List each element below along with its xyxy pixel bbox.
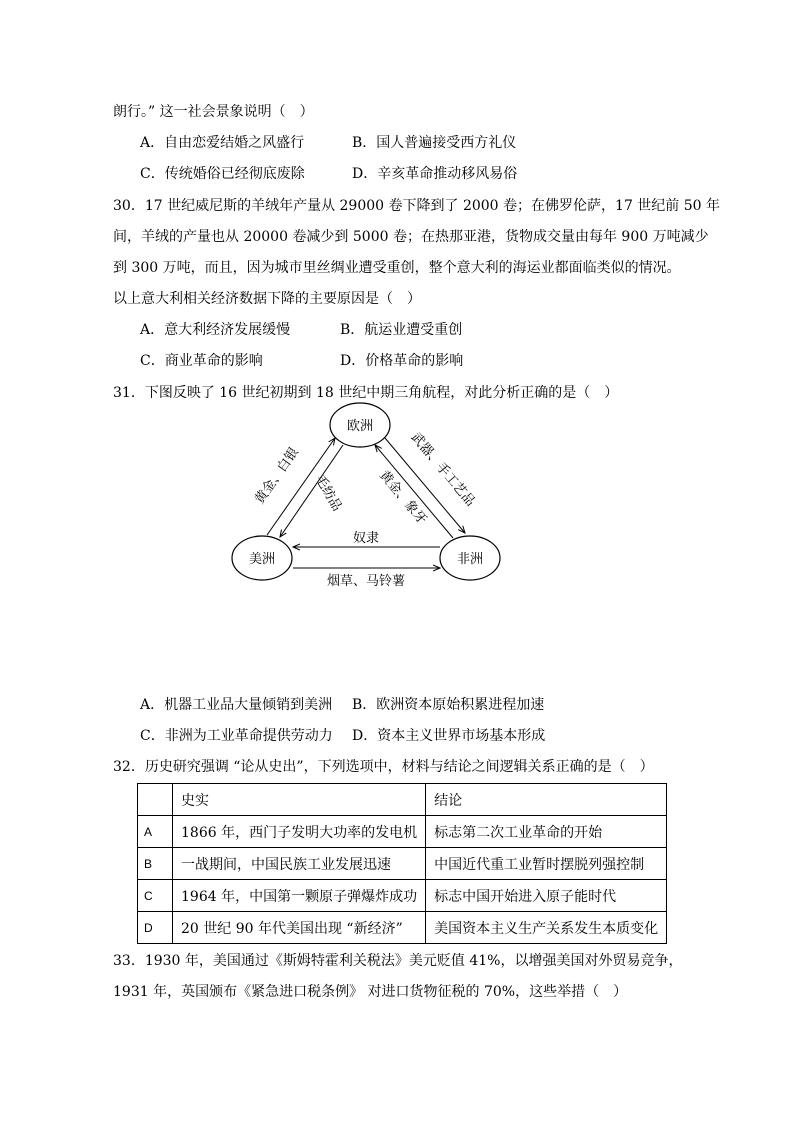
table-cell: 1866 年，西门子发明大功率的发电机 <box>173 816 426 848</box>
table-cell: 标志第二次工业革命的开始 <box>426 816 667 848</box>
q30-stem-line3: 到 300 万吨，而且，因为城市里丝绸业遭受重创，整个意大利的海运业都面临类似的情况。 <box>113 260 681 276</box>
table-cell: 标志中国开始进入原子能时代 <box>426 880 667 912</box>
table-cell: 美国资本主义生产关系发生本质变化 <box>426 912 667 944</box>
q31-stem: 31．下图反映了 16 世纪初期到 18 世纪中期三角航程，对此分析正确的是（ ） <box>113 385 619 401</box>
table-row[interactable] <box>138 912 667 944</box>
q32-stem: 32．历史研究强调 “论从史出”，下列选项中，材料与结论之间逻辑关系正确的是（ ） <box>113 759 654 775</box>
wool-label: 毛纺品 <box>311 472 345 514</box>
q32-table <box>137 783 667 944</box>
q29-option-a[interactable]: A．自由恋爱结婚之风盛行 <box>140 135 305 151</box>
table-row[interactable] <box>138 880 667 912</box>
tobacco-label: 烟草、马铃薯 <box>326 574 406 589</box>
table-header-cell: 结论 <box>426 784 667 816</box>
q30-option-a[interactable]: A．意大利经济发展缓慢 <box>140 322 291 338</box>
q33-stem-line2: 1931 年，英国颁布《紧急进口税条例》 对进口货物征税的 70%，这些举措（ ） <box>113 984 628 1000</box>
table-header-cell <box>138 784 173 816</box>
table-cell: 1964 年，中国第一颗原子弹爆炸成功 <box>173 880 426 912</box>
table-cell: C <box>138 880 173 912</box>
q33-stem-line1: 33．1930 年，美国通过《斯姆特霍利关税法》美元贬值 41%，以增强美国对外贸易竞争， <box>113 953 683 969</box>
q30-option-d[interactable]: D．价格革命的影响 <box>340 353 464 369</box>
table-header-cell: 史实 <box>173 784 426 816</box>
q31-option-c[interactable]: C．非洲为工业革命提供劳动力 <box>140 728 333 744</box>
america-label: 美洲 <box>248 552 276 567</box>
table-header-row <box>138 784 667 816</box>
gold-silver-label: 黄金、白银 <box>252 445 302 507</box>
table-row[interactable] <box>138 816 667 848</box>
q31-option-b[interactable]: B．欧洲资本原始积累进程加速 <box>352 697 545 713</box>
table-cell: 一战期间，中国民族工业发展迅速 <box>173 848 426 880</box>
table-row[interactable] <box>138 848 667 880</box>
q30-option-b[interactable]: B．航运业遭受重创 <box>340 322 463 338</box>
q29-option-b[interactable]: B．国人普遍接受西方礼仪 <box>352 135 517 151</box>
q31-option-a[interactable]: A．机器工业品大量倾销到美洲 <box>140 697 333 713</box>
table-cell: D <box>138 912 173 944</box>
table-cell: 20 世纪 90 年代美国出现 “新经济” <box>173 912 426 944</box>
slaves-label: 奴隶 <box>352 531 380 546</box>
europe-label: 欧洲 <box>346 419 374 434</box>
q29-stem: 朗行。” 这一社会景象说明（ ） <box>113 104 314 120</box>
q31-option-d[interactable]: D．资本主义世界市场基本形成 <box>352 728 546 744</box>
table-cell: 中国近代重工业暂时摆脱列强控制 <box>426 848 667 880</box>
q30-stem-line1: 30．17 世纪威尼斯的羊绒年产量从 29000 卷下降到了 2000 卷；在佛罗伦萨，17 世纪前 50 年 <box>113 198 721 214</box>
q29-option-d[interactable]: D．辛亥革命推动移风易俗 <box>352 166 518 182</box>
africa-label: 非洲 <box>456 552 484 567</box>
table-cell: A <box>138 816 173 848</box>
triangular-trade-diagram <box>225 400 525 600</box>
q30-option-c[interactable]: C．商业革命的影响 <box>140 353 263 369</box>
gold-ivory-label: 黄金、象牙 <box>376 468 430 528</box>
table-cell: B <box>138 848 173 880</box>
q30-stem-line2: 间，羊绒的产量也从 20000 卷减少到 5000 卷；在热那亚港，货物成交量由每年 900 万吨减少 <box>113 229 709 245</box>
q29-option-c[interactable]: C．传统婚俗已经彻底废除 <box>140 166 305 182</box>
weapons-label: 武器、手工艺品 <box>407 430 478 510</box>
q30-stem-line4: 以上意大利相关经济数据下降的主要原因是（ ） <box>113 291 421 307</box>
